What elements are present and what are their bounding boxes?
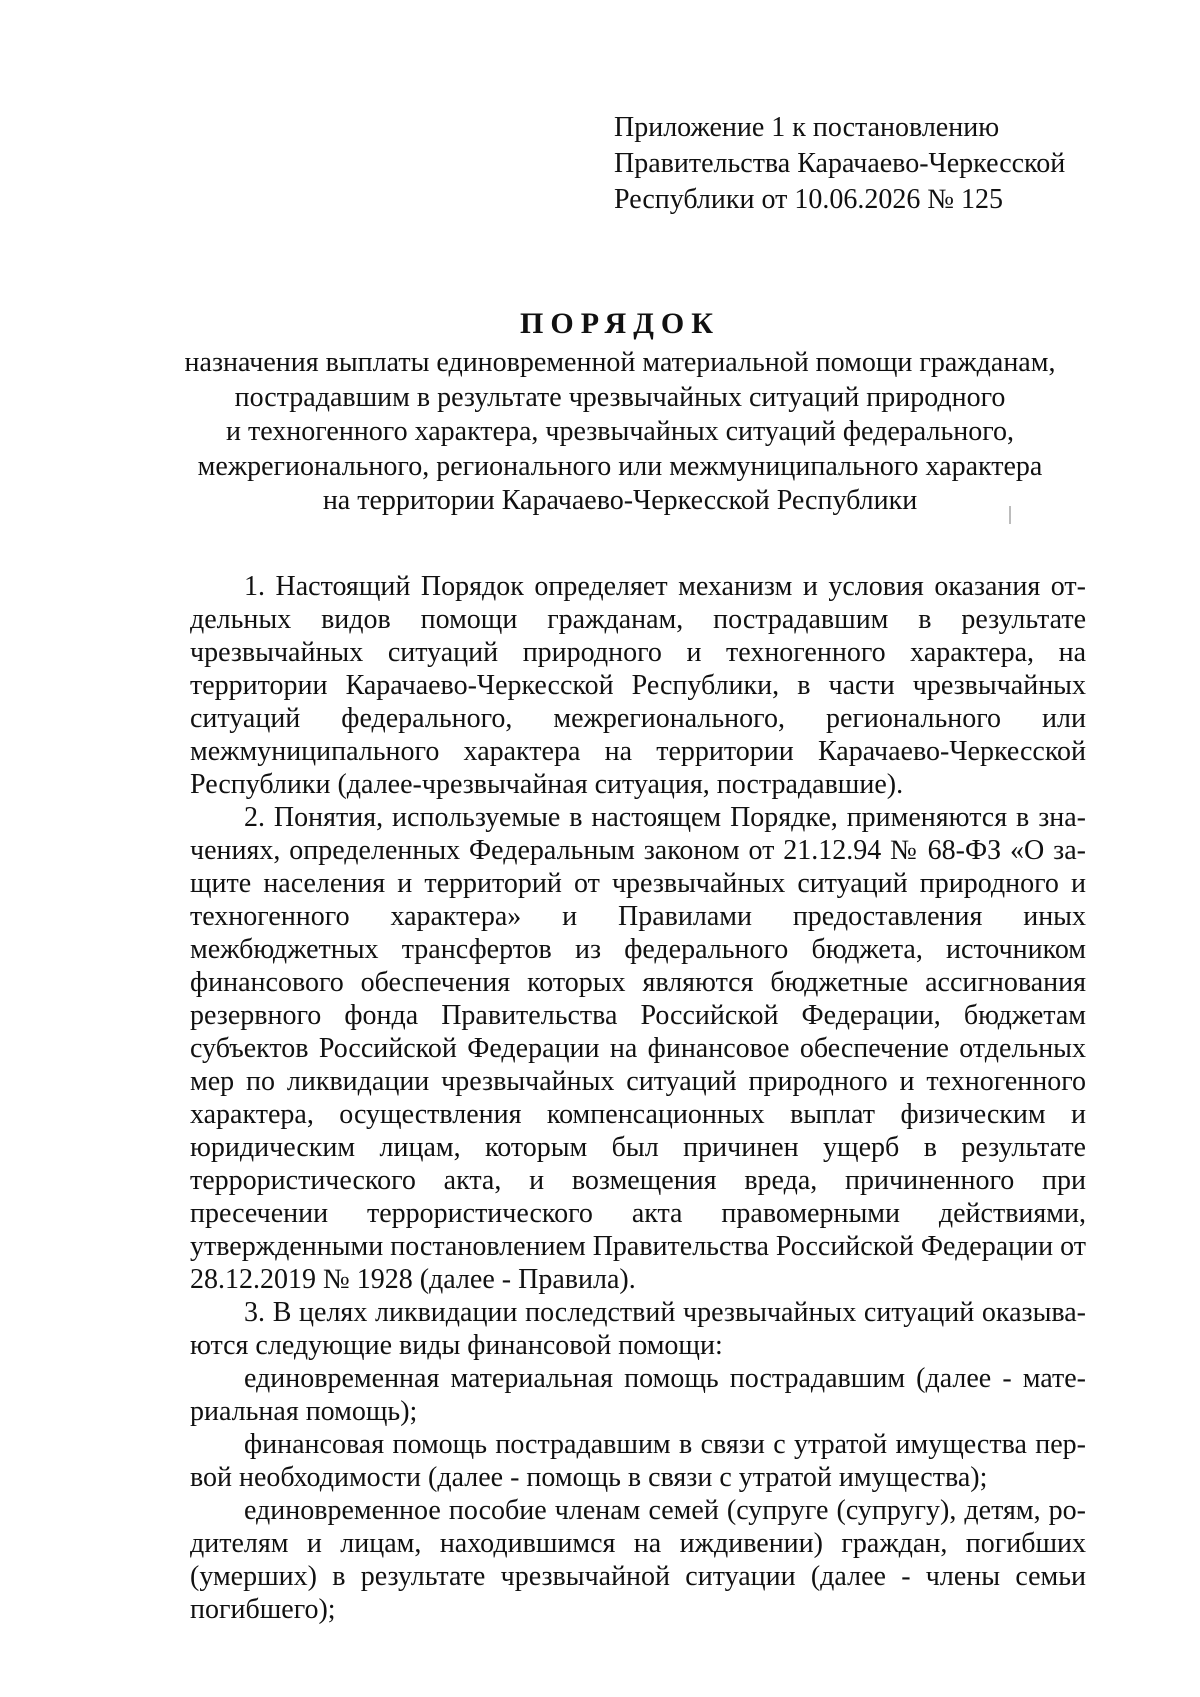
title-block [120,304,1120,519]
list-item-family-allowance: единовременное пособие членам семей (супруге (супругу), детям, родителям и лицам, находившимся на иждивении) граждан, погибших (умерших) в результате чрезвычайной ситуации (далее - члены семьи погибшего); [190,1495,1086,1625]
subtitle-line-4: межрегионального, регионального или межмуниципального характера [197,450,1043,482]
appendix-line-1: Приложение 1 к постановлению [614,112,1000,143]
document-title: ПОРЯДОК [520,307,720,340]
subtitle-line-2: пострадавшим в результате чрезвычайных ситуаций природного [234,381,1006,413]
appendix-line-3: Республики от 10.06.2026 № 125 [614,184,1004,215]
appendix-line-2: Правительства Карачаево-Черкесской [614,148,1066,179]
list-item-material-aid: единовременная материальная помощь пострадавшим (далее - материальная помощь); [190,1363,1086,1427]
paragraph-1: 1. Настоящий Порядок определяет механизм и условия оказания отдельных видов помощи гражданам, пострадавшим в результате чрезвычайных ситуаций природного и техногенного характера, на территории Карачаево-Черкесской Республики, в части чрезвычайных ситуаций федерального, межрегионального, регионального или межмуниципального характера на территории Карачаево-Черкесской Республики (далее-чрезвычайная ситуация, пострадавшие). [190,571,1086,800]
document-subtitle [120,346,1120,519]
list-item-property-loss-aid: финансовая помощь пострадавшим в связи с утратой имущества первой необходимости (далее - помощь в связи с утратой имущества); [190,1429,1086,1493]
paragraph-2: 2. Понятия, используемые в настоящем Порядке, применяются в значениях, определенных Федеральным законом от 21.12.94 № 68-ФЗ «О защите населения и территорий от чрезвычайных ситуаций природного и техногенного характера» и Правилами предоставления иных межбюджетных трансфертов из федерального бюджета, источником финансового обеспечения которых являются бюджетные ассигнования резервного фонда Правительства Российской Федерации, бюджетам субъектов Российской Федерации на финансовое обеспечение отдельных мер по ликвидации чрезвычайных ситуаций природного и техногенного характера, осуществления компенсационных выплат физическим и юридическим лицам, которым был причинен ущерб в результате террористического акта, и возмещения вреда, причиненного при пресечении террористического акта правомерными действиями, утвержденными постановлением Правительства Российской Федерации от 28.12.2019 № 1928 (далее - Правила). [190,802,1086,1295]
subtitle-line-1: назначения выплаты единовременной материальной помощи гражданам, [184,347,1056,378]
paragraph-3: 3. В целях ликвидации последствий чрезвычайных ситуаций оказываются следующие виды финансовой помощи: [190,1297,1086,1361]
appendix-header [614,110,1134,218]
scan-artifact [1009,506,1011,524]
subtitle-line-3: и техногенного характера, чрезвычайных ситуаций федерального, [226,416,1014,447]
subtitle-line-5: на территории Карачаево-Черкесской Республики [322,485,918,516]
document-body [190,570,1086,1626]
